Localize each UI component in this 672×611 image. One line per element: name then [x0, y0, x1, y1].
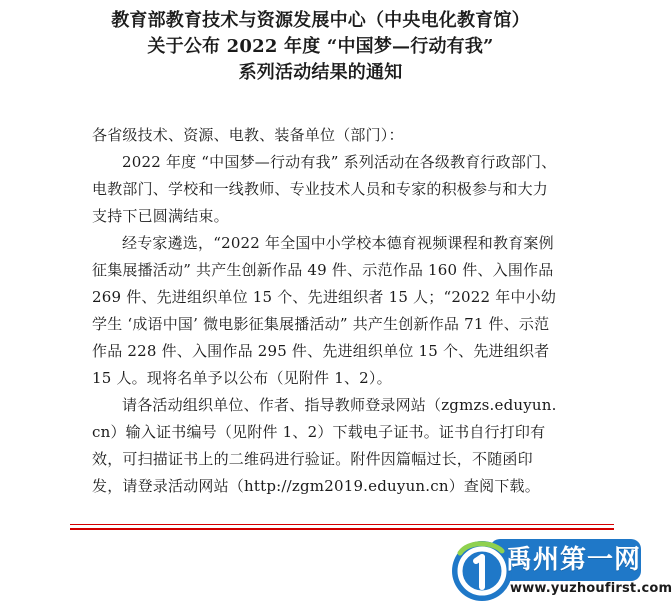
watermark-url: www.yuzhoufirst.com — [510, 581, 672, 596]
document-header — [0, 8, 641, 86]
header-line-3: 系列活动结果的通知 — [238, 62, 403, 83]
header-line-2: 关于公布 2022 年度 “中国梦—行动有我” — [147, 36, 494, 57]
red-divider-thick — [70, 528, 614, 530]
document-body — [92, 122, 562, 500]
red-divider-thin — [70, 524, 614, 525]
header-line-1: 教育部教育技术与资源发展中心（中央电化教育馆） — [111, 10, 530, 31]
paragraph-1: 2022 年度 “中国梦—行动有我” 系列活动在各级教育行政部门、电教部门、学校和一线教师、专业技术人员和专家的积极参与和大力支持下已圆满结束。 — [92, 153, 557, 225]
paragraph-3: 请各活动组织单位、作者、指导教师登录网站（zgmzs.eduyun.cn）输入证书编号（见附件 1、2）下载电子证书。证书自行打印有效，可扫描证书上的二维码进行验证。附件因篇幅过长，不随函印发，请登录活动网站（http://zgm2019.eduyun.cn）查阅下载。 — [92, 396, 557, 495]
salutation: 各省级技术、资源、电教、装备单位（部门）： — [92, 126, 404, 144]
watermark-brand: 禹州第一网 — [506, 545, 642, 575]
site-watermark — [448, 535, 672, 611]
paragraph-2: 经专家遴选，“2022 年全国中小学校本德育视频课程和教育案例征集展播活动” 共产生创新作品 49 件、示范作品 160 件、入围作品 269 件、先进组织单位 15 个、先进组织者 15 人；“2022 年中小幼学生 ‘成语中国’ 微电影征集展播活动” 共产生创新作品 71 件、示范作品 228 件、入围作品 295 件、先进组织单位 15 个、先进组织者 15 人。现将名单予以公布（见附件 1、2）。 — [92, 234, 557, 387]
